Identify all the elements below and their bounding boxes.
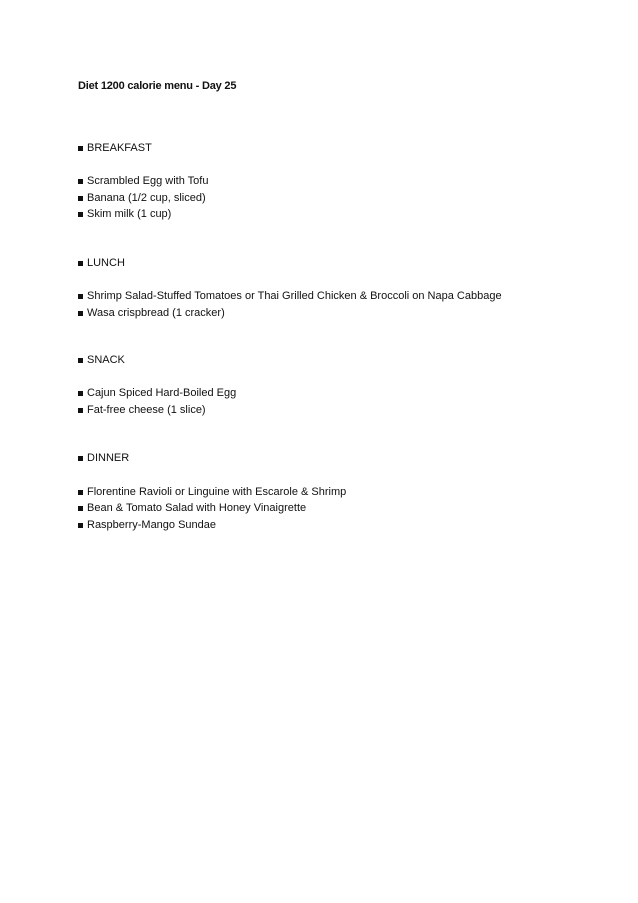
list-item-label: Raspberry-Mango Sundae — [87, 519, 217, 531]
section-heading-label: DINNER — [87, 452, 130, 464]
section-heading-dinner — [78, 451, 129, 465]
square-bullet-icon — [78, 146, 83, 151]
list-item-label: Scrambled Egg with Tofu — [87, 175, 209, 187]
list-item — [78, 174, 208, 188]
list-item — [78, 191, 206, 205]
square-bullet-icon — [78, 506, 83, 511]
square-bullet-icon — [78, 391, 83, 396]
square-bullet-icon — [78, 490, 83, 495]
list-item-label: Banana (1/2 cup, sliced) — [87, 192, 206, 204]
list-item-label: Wasa crispbread (1 cracker) — [87, 307, 225, 319]
list-item-label: Skim milk (1 cup) — [87, 208, 172, 220]
list-item — [78, 207, 171, 221]
square-bullet-icon — [78, 261, 83, 266]
section-heading-label: LUNCH — [87, 257, 125, 269]
list-item — [78, 403, 206, 417]
list-item — [78, 386, 236, 400]
document-title: Diet 1200 calorie menu - Day 25 — [78, 80, 237, 92]
section-heading-snack — [78, 353, 125, 367]
section-heading-lunch — [78, 256, 125, 270]
list-item — [78, 485, 346, 499]
section-heading-label: BREAKFAST — [87, 142, 152, 154]
square-bullet-icon — [78, 456, 83, 461]
square-bullet-icon — [78, 212, 83, 217]
list-item-label: Cajun Spiced Hard-Boiled Egg — [87, 387, 237, 399]
square-bullet-icon — [78, 196, 83, 201]
list-item — [78, 289, 502, 303]
square-bullet-icon — [78, 294, 83, 299]
list-item — [78, 306, 225, 320]
square-bullet-icon — [78, 523, 83, 528]
list-item-label: Fat-free cheese (1 slice) — [87, 404, 206, 416]
list-item-label: Shrimp Salad-Stuffed Tomatoes or Thai Grilled Chicken & Broccoli on Napa Cabbage — [87, 290, 502, 302]
list-item — [78, 518, 216, 532]
square-bullet-icon — [78, 408, 83, 413]
section-heading-label: SNACK — [87, 354, 125, 366]
square-bullet-icon — [78, 358, 83, 363]
square-bullet-icon — [78, 311, 83, 316]
list-item-label: Florentine Ravioli or Linguine with Escarole & Shrimp — [87, 486, 347, 498]
list-item — [78, 501, 306, 515]
section-heading-breakfast — [78, 141, 152, 155]
list-item-label: Bean & Tomato Salad with Honey Vinaigrette — [87, 502, 307, 514]
square-bullet-icon — [78, 179, 83, 184]
